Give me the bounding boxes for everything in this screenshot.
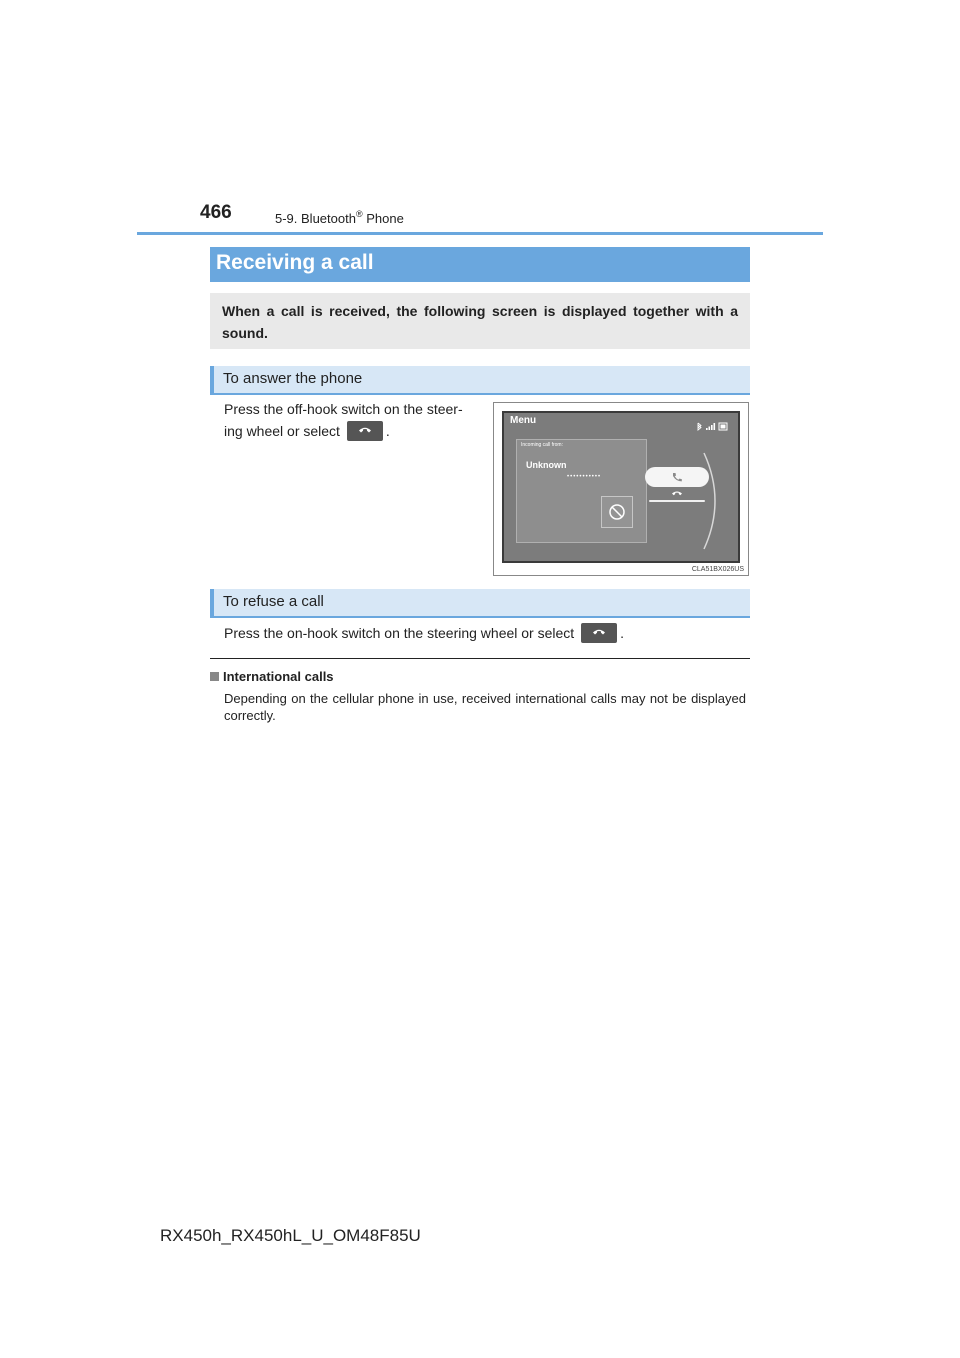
subheading-refuse — [210, 589, 750, 618]
footer-model-code: RX450h_RX450hL_U_OM48F85U — [160, 1226, 421, 1245]
screen-arc-decoration — [700, 451, 730, 551]
section-title: Receiving a call — [216, 251, 374, 274]
section-title-bar — [210, 247, 750, 282]
intro-box — [210, 293, 750, 349]
screen-menu-title: Menu — [510, 415, 537, 426]
answer-line-2 — [224, 420, 486, 442]
bluetooth-signal-battery-icon — [696, 422, 730, 431]
chapter-name: 5-9. Bluetooth — [275, 211, 356, 226]
note-heading — [210, 669, 334, 684]
on-hook-button-icon — [581, 623, 617, 643]
caller-panel — [516, 439, 647, 543]
off-hook-phone-icon — [671, 472, 683, 482]
answer-instructions — [224, 398, 486, 442]
off-hook-button-icon — [347, 421, 383, 441]
chapter-suffix: Phone — [362, 211, 404, 226]
note-divider — [210, 658, 750, 659]
square-bullet-icon — [210, 672, 219, 681]
status-icons — [696, 418, 730, 436]
incoming-call-screen-figure — [493, 402, 749, 576]
registered-mark: ® — [355, 209, 363, 219]
header-rule — [137, 232, 823, 235]
refuse-text: Press the on-hook switch on the steering wheel or select — [224, 625, 579, 641]
prohibited-icon — [608, 503, 626, 521]
caller-name: Unknown — [526, 460, 567, 470]
answer-line-2-end: . — [385, 423, 390, 439]
reject-button[interactable] — [601, 496, 633, 528]
chapter-title — [275, 209, 404, 226]
incoming-label: Incoming call from: — [521, 442, 563, 448]
answer-line-2-text: ing wheel or select — [224, 423, 344, 439]
note-heading-text: International calls — [223, 669, 334, 684]
subheading-answer-text: To answer the phone — [223, 370, 363, 387]
subheading-refuse-text: To refuse a call — [223, 593, 324, 610]
on-hook-phone-icon — [671, 490, 683, 497]
page-number: 466 — [200, 202, 232, 223]
caller-number-mask: ••••••••••• — [567, 474, 602, 480]
refuse-text-end: . — [620, 625, 624, 641]
note-body: Depending on the cellular phone in use, received international calls may not be displayed correctly. — [224, 691, 746, 723]
display-screen — [502, 411, 740, 563]
subheading-answer — [210, 366, 750, 395]
intro-text: When a call is received, the following screen is displayed together with a sound. — [222, 303, 738, 341]
figure-code: CLA51BX026US — [691, 566, 744, 573]
refuse-instructions — [224, 622, 624, 644]
answer-line-1: Press the off-hook switch on the steer- — [224, 401, 463, 417]
